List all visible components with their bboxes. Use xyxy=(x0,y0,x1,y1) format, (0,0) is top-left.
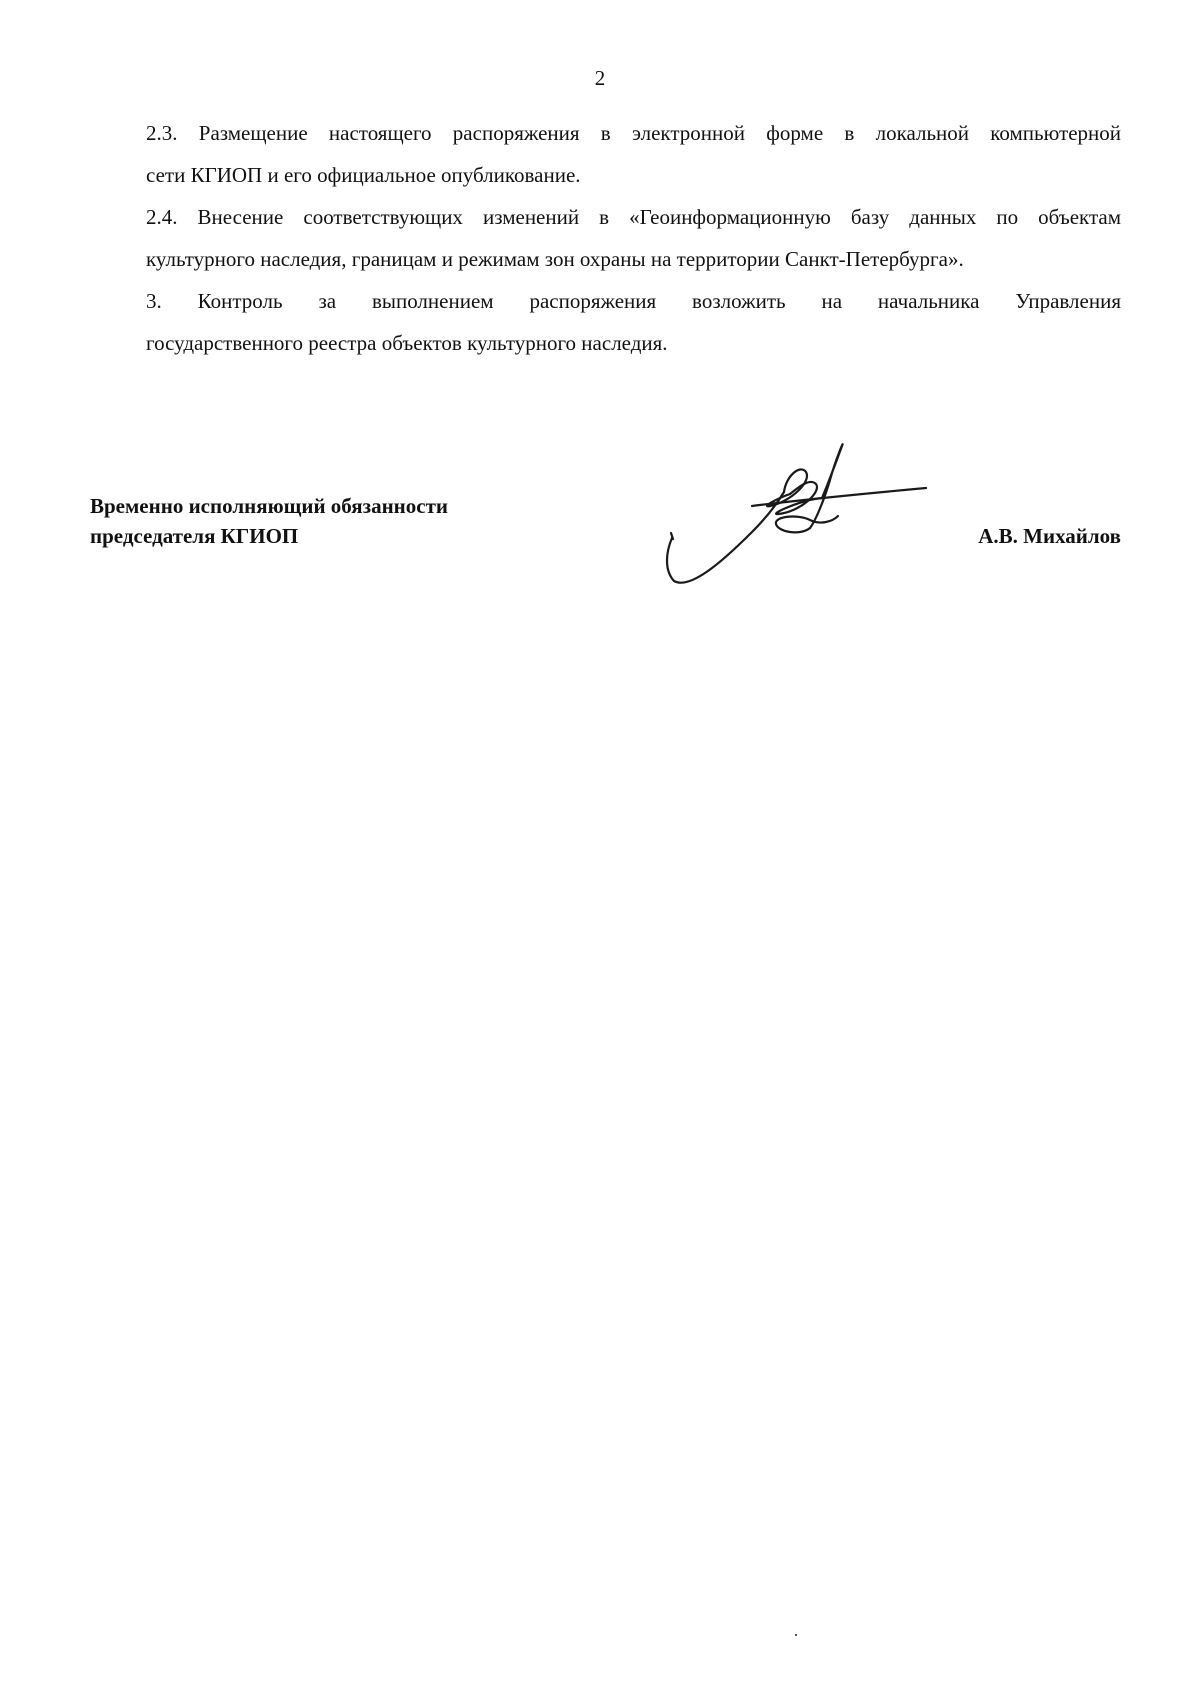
signatory-position-line: председателя КГИОП xyxy=(90,524,299,548)
handwritten-signature xyxy=(660,440,930,590)
paragraph-line: 2.3. Размещение настоящего распоряжения в электронной форме в локальной компьютерной xyxy=(146,121,1121,145)
paragraph-2-3 xyxy=(90,112,1121,196)
paragraph-3 xyxy=(90,280,1121,364)
paragraph-line: 3. Контроль за выполнением распоряжения возложить на начальника Управления xyxy=(146,289,1121,313)
paragraph-line: государственного реестра объектов культурного наследия. xyxy=(146,331,668,355)
signatory-name: А.В. Михайлов xyxy=(978,524,1121,548)
signatory-position xyxy=(90,491,448,551)
signature-block xyxy=(90,491,1121,611)
paragraph-2-4 xyxy=(90,196,1121,280)
document-body xyxy=(90,112,1121,364)
scan-speck xyxy=(795,1634,797,1636)
page-number: 2 xyxy=(594,66,606,90)
signatory-position-line: Временно исполняющий обязанности xyxy=(90,494,449,518)
paragraph-line: сети КГИОП и его официальное опубликование. xyxy=(146,163,581,187)
paragraph-line: культурного наследия, границам и режимам зон охраны на территории Санкт-Петербурга». xyxy=(146,247,964,271)
paragraph-line: 2.4. Внесение соответствующих изменений в «Геоинформационную базу данных по объектам xyxy=(146,205,1121,229)
